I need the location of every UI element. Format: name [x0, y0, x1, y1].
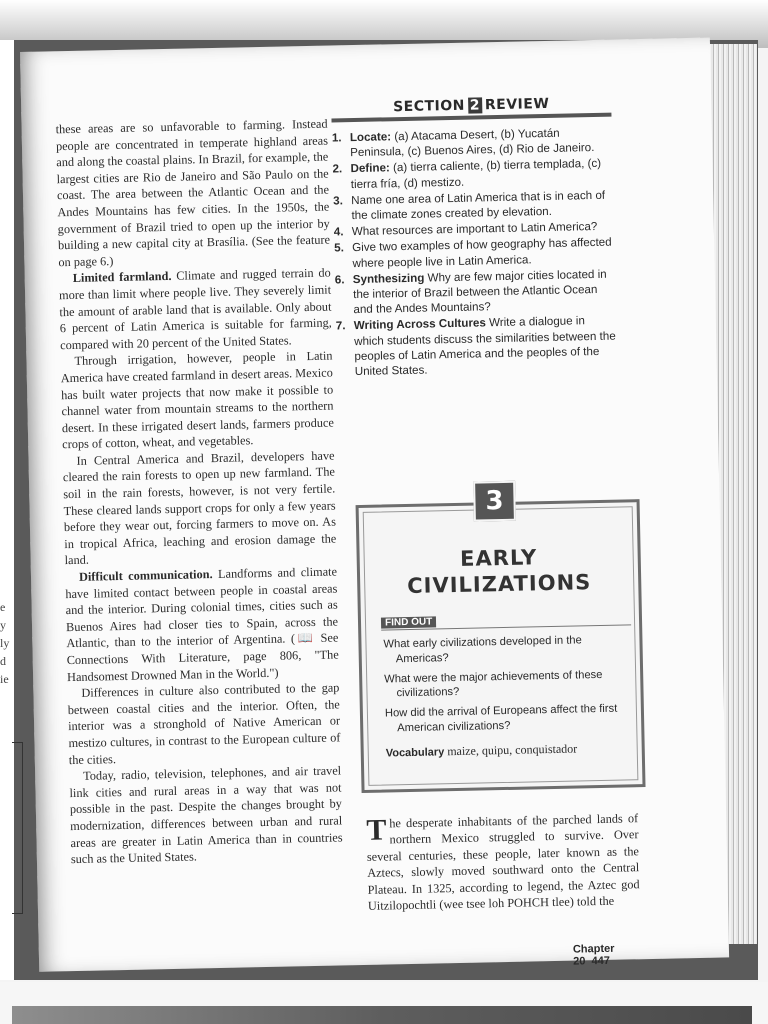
left-paragraph: Difficult communication. Landforms and climate have limited contact between people in coastal areas and the interior. During colonial times, cities such as Buenos Aires had closer ties to Spain, across the Atlantic, than to the interior of Argentina. (📖 See Connections With Literature, page 806, "The Handsomest Drowned Man in the World.")	[65, 564, 339, 684]
margin-letter: y	[0, 618, 6, 632]
margin-letter: ie	[0, 672, 9, 686]
page-number: 447	[591, 954, 611, 968]
review-item-text: Give two examples of how geography has affected where people live in Latin America.	[352, 236, 612, 270]
review-item-keyword: Synthesizing	[352, 271, 425, 286]
review-item-text: What resources are important to Latin America?	[351, 220, 598, 239]
section-label: SECTION	[392, 97, 466, 116]
page-folio	[573, 942, 629, 967]
section3-box	[356, 485, 646, 793]
review-item	[332, 156, 613, 192]
review-item	[334, 235, 615, 271]
dropcap: T	[366, 813, 387, 847]
review-item-number: 1.	[331, 131, 342, 145]
review-item-text: Synthesizing Why are few major cities located in the interior of Brazil between the Atlantic Ocean and the Andes Mountains?	[352, 267, 607, 317]
review-item-keyword: Writing Across Cultures	[353, 316, 486, 333]
section-number: 2	[469, 97, 481, 114]
left-paragraph: In Central America and Brazil, developers have cleared the rain forests to open up new farmland. The soil in the rain forests, however, is not very fertile. These cleared lands support crops for only a few years before they wear out, forcing farmers to move on. As in tropical Africa, leaching and erosion damage the land.	[62, 448, 337, 568]
review-item-keyword: Define:	[350, 161, 390, 176]
review-item-text: Writing Across Cultures Write a dialogue in which students discuss the similarities between the peoples of Latin America and the peoples of the United States.	[353, 314, 616, 379]
review-item	[336, 313, 617, 380]
left-text-column	[55, 116, 343, 868]
find-out-question: How did the arrival of Europeans affect the first American civilizations?	[384, 702, 618, 735]
right-column	[331, 95, 640, 968]
review-item-number: 2.	[332, 162, 343, 176]
paragraph-heading: Difficult communication.	[78, 567, 213, 584]
review-item-text: Locate: (a) Atacama Desert, (b) Yucatán Peninsula, (c) Buenos Aires, (d) Rio de Janeiro.	[349, 126, 595, 160]
review-item-number: 7.	[335, 319, 346, 333]
margin-letter: ly	[0, 636, 10, 650]
left-paragraph: Through irrigation, however, people in Latin America have created farmland in desert areas. Mexico has built water projects that now make it possible to channel water from mountain streams to the northern desert. In these irrigated desert lands, farmers produce crops of cotton, wheat, and vegetables.	[60, 348, 334, 452]
review-item	[333, 187, 614, 223]
review-label: REVIEW	[484, 95, 550, 114]
vocabulary-terms: maize, quipu, conquistador	[447, 741, 578, 759]
review-item-number: 4.	[333, 225, 344, 239]
paragraph-heading: Limited farmland.	[72, 269, 172, 286]
review-item-number: 3.	[333, 194, 343, 208]
story-paragraph	[366, 810, 640, 914]
left-margin-box	[12, 742, 23, 914]
margin-letter: e	[0, 600, 6, 614]
vocabulary-label: Vocabulary	[385, 746, 445, 760]
left-paragraph: Today, radio, television, telephones, and air travel link cities and rural areas in a way that was not possible in the past. Despite the changes brought by modernization, differences between urban and rural areas are greater in Latin America than in countries such as the United States.	[69, 763, 343, 867]
left-paragraph: Limited farmland. Climate and rugged terrain do more than limit where people live. They severely limit the amount of arable land that is available. Only about 6 percent of Latin America is suitable for farming, compared with 20 percent of the United States.	[58, 265, 332, 352]
find-out-questions	[383, 632, 627, 741]
review-questions	[332, 125, 617, 380]
review-item-text: Define: (a) tierra caliente, (b) tierra templada, (c) tierra fría, (d) mestizo.	[350, 157, 602, 191]
section3-title	[359, 542, 638, 600]
left-paragraph: these areas are so unfavorable to farming. Instead people are concentrated in temperate highland areas and along the coastal plains. In Brazil, for example, the largest cities are Rio de Janeiro and São Paulo on the coast. The area between the Atlantic Ocean and the Andes Mountains has few cities. In the 1950s, the government of Brazil tried to open up the interior by building a new capital city at Brasília. (See the feature on page 6.)	[55, 116, 331, 269]
section-review-heading	[331, 95, 611, 123]
margin-letter: d	[0, 654, 6, 668]
section3-title-line2: CIVILIZATIONS	[407, 570, 592, 599]
review-item-text: Name one area of Latin America that is in each of the climate zones created by elevation.	[351, 188, 606, 223]
story-text: he desperate inhabitants of the parched lands of northern Mexico struggled to survive. Over several centuries, these people, later known as the Aztecs, slowly moved southward onto the Central Plateau. In 1325, according to legend, the Aztec god Uitzilopochtli (wee tsee loh POHCH tlee) told the	[366, 811, 640, 913]
section3-number: 3	[473, 481, 516, 522]
book-page	[20, 38, 729, 972]
find-out-question: What early civilizations developed in the Americas?	[383, 634, 582, 666]
section3-title-line1: EARLY	[459, 545, 538, 571]
review-item-number: 5.	[334, 241, 344, 255]
scanner-bottom-bar	[12, 1006, 752, 1024]
find-out-label: FIND OUT	[381, 616, 436, 628]
review-item-number: 6.	[334, 273, 345, 287]
chapter-label: Chapter 20	[572, 942, 615, 968]
find-out-question: What were the major achievements of these civilizations?	[384, 668, 603, 700]
left-paragraph: Differences in culture also contributed to the gap between coastal cities and the interior. Often, the interior was a stronghold of Native American or mestizo cultures, in contrast to the European culture of the cities.	[67, 680, 341, 767]
review-item	[332, 125, 613, 161]
review-item	[335, 266, 616, 317]
review-item-keyword: Locate:	[349, 130, 392, 145]
